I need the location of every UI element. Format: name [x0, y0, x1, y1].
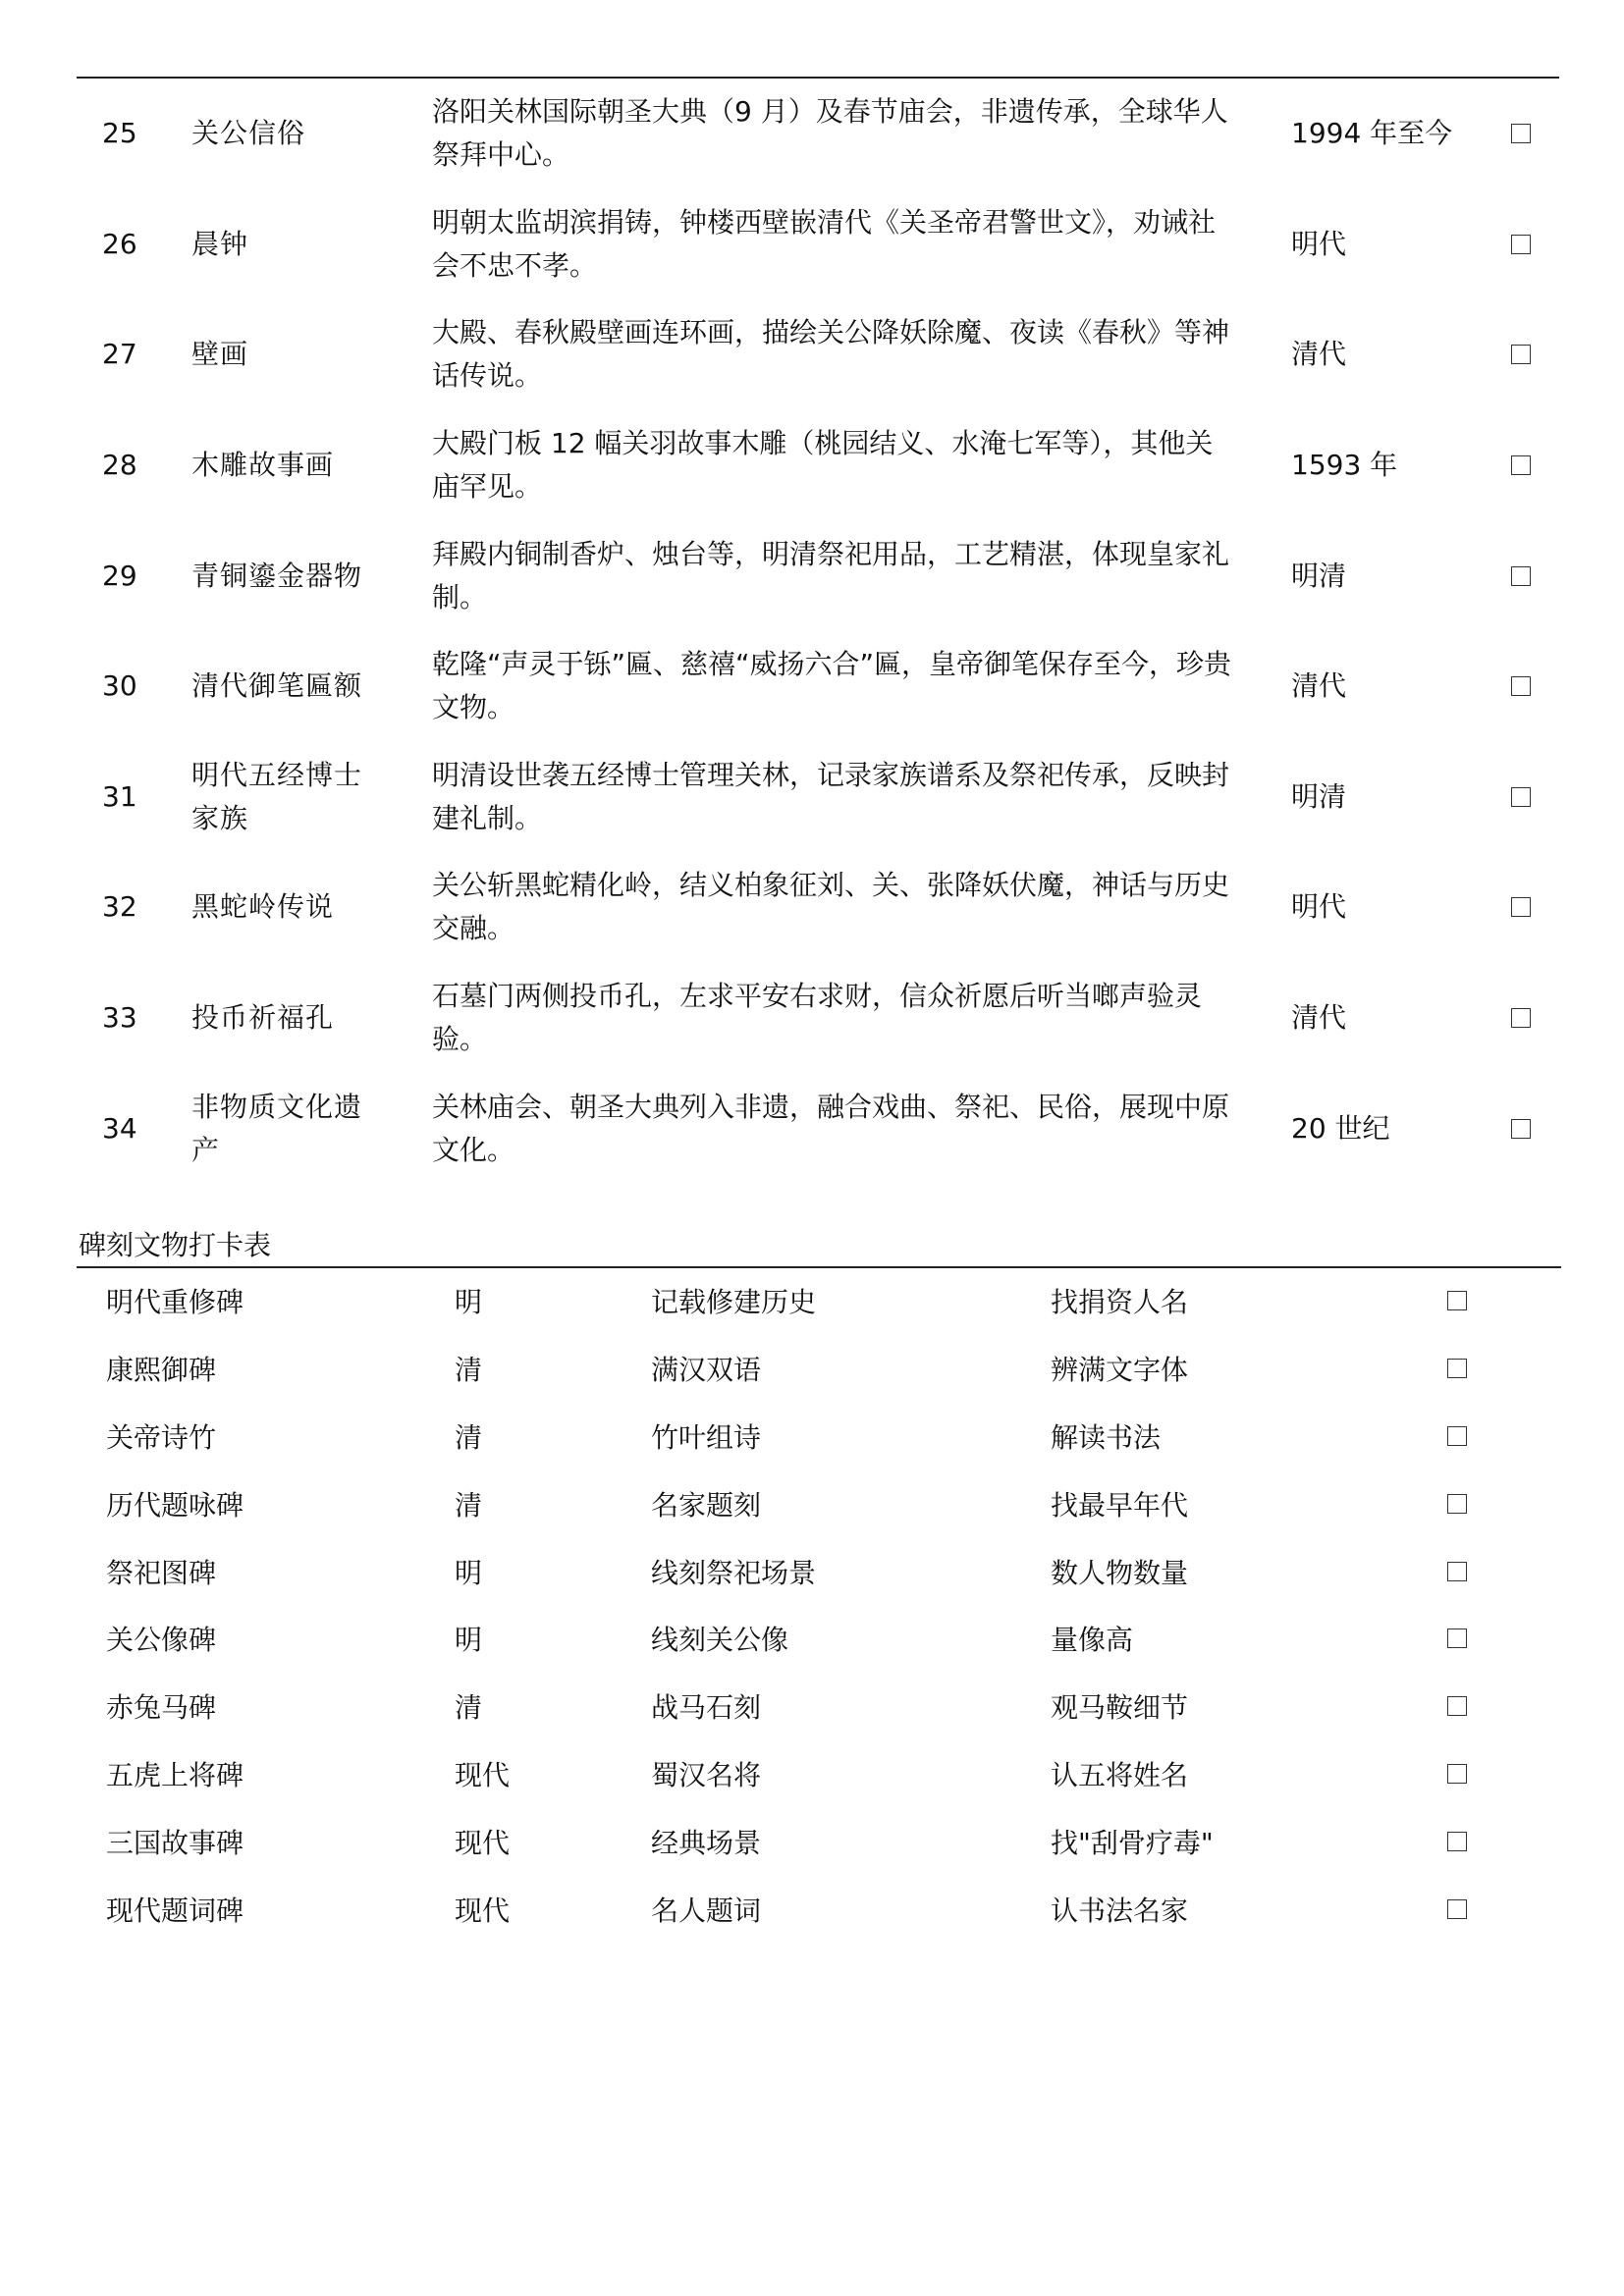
stele-era: [455, 1740, 631, 1808]
checkbox[interactable]: [1511, 566, 1531, 586]
item-description-text: 大殿门板 12 幅关羽故事木雕（桃园结义、水淹七军等），其他关庙罕见。: [432, 427, 1214, 504]
item-name-text: 壁画: [191, 338, 249, 371]
table-row: [77, 1537, 1561, 1605]
stele-activity: [1051, 1807, 1424, 1875]
table-row: [77, 520, 1559, 631]
item-number-text: 30: [102, 669, 137, 703]
stele-feature: [651, 1403, 1024, 1470]
stele-feature: [651, 1335, 1024, 1403]
item-name-text: 木雕故事画: [191, 449, 335, 482]
table-row: [77, 1073, 1559, 1184]
stele-activity: [1051, 1673, 1424, 1740]
stele-era: [455, 1469, 631, 1537]
stele-activity: [1051, 1875, 1424, 1943]
checkbox-cell[interactable]: [1437, 1605, 1477, 1673]
item-number-text: 25: [102, 117, 137, 150]
item-name-text: 关公信俗: [191, 117, 306, 150]
item-era: [1291, 189, 1478, 300]
item-name-text: 晨钟: [191, 227, 249, 260]
item-description: [432, 410, 1237, 521]
item-name: [191, 410, 388, 521]
stele-name-text: 赤兔马碑: [106, 1691, 217, 1725]
stele-name: [106, 1335, 420, 1403]
checkbox[interactable]: [1447, 1426, 1467, 1446]
item-name: [191, 631, 388, 742]
checkbox-cell[interactable]: [1437, 1403, 1477, 1470]
item-name-text: 非物质文化遗产: [191, 1090, 363, 1166]
item-number: [102, 79, 171, 189]
stele-name-text: 三国故事碑: [106, 1826, 244, 1859]
stele-era: [455, 1267, 631, 1335]
table-row: [77, 299, 1559, 410]
item-era-text: 清代: [1291, 669, 1347, 703]
item-era: [1291, 410, 1478, 521]
checkbox-cell[interactable]: [1501, 1073, 1541, 1184]
item-name-text: 明代五经博士家族: [191, 758, 363, 834]
checkbox-cell[interactable]: [1437, 1673, 1477, 1740]
table-row: [77, 963, 1559, 1074]
checkbox-cell[interactable]: [1437, 1335, 1477, 1403]
table-row: [77, 1605, 1561, 1673]
stele-feature: [651, 1267, 1024, 1335]
table-row: [77, 1807, 1561, 1875]
stele-era-text: 现代: [455, 1758, 511, 1791]
item-number: [102, 1073, 171, 1184]
stele-feature: [651, 1875, 1024, 1943]
stele-feature: [651, 1537, 1024, 1605]
stele-feature-text: 记载修建历史: [651, 1286, 817, 1319]
item-description-text: 明清设世袭五经博士管理关林，记录家族谱系及祭祀传承，反映封建礼制。: [432, 758, 1230, 834]
item-description-text: 关林庙会、朝圣大典列入非遗，融合戏曲、祭祀、民俗，展现中原文化。: [432, 1090, 1230, 1166]
table-row: [77, 79, 1559, 189]
stele-activity: [1051, 1605, 1424, 1673]
stele-name-text: 关公像碑: [106, 1624, 217, 1657]
stele-era: [455, 1673, 631, 1740]
stele-activity-text: 量像高: [1051, 1624, 1134, 1657]
table-row: [77, 1403, 1561, 1470]
item-era-text: 清代: [1291, 1001, 1347, 1035]
stele-era-text: 明: [455, 1286, 483, 1319]
item-era-text: 明代: [1291, 227, 1347, 260]
table-row: [77, 1875, 1561, 1943]
checkbox-cell[interactable]: [1501, 742, 1541, 853]
stele-name-text: 现代题词碑: [106, 1894, 244, 1927]
checkbox-cell[interactable]: [1437, 1267, 1477, 1335]
checkbox[interactable]: [1511, 1119, 1531, 1139]
checkbox-cell[interactable]: [1437, 1537, 1477, 1605]
checkbox[interactable]: [1511, 897, 1531, 917]
stele-name-text: 祭祀图碑: [106, 1556, 217, 1589]
checkbox[interactable]: [1511, 676, 1531, 696]
item-name: [191, 189, 388, 300]
stele-activity: [1051, 1403, 1424, 1470]
table-row: [77, 410, 1559, 521]
stele-activity-text: 数人物数量: [1051, 1556, 1189, 1589]
stele-activity: [1051, 1469, 1424, 1537]
item-era: [1291, 742, 1478, 853]
checkbox-cell[interactable]: [1501, 852, 1541, 963]
item-number-text: 26: [102, 227, 137, 260]
stele-activity-text: 认书法名家: [1051, 1894, 1189, 1927]
stele-era: [455, 1537, 631, 1605]
stele-name: [106, 1537, 420, 1605]
item-era: [1291, 852, 1478, 963]
checkbox-cell[interactable]: [1501, 963, 1541, 1074]
item-era-text: 1994 年至今: [1291, 117, 1453, 150]
item-description-text: 大殿、春秋殿壁画连环画，描绘关公降妖除魔、夜读《春秋》等神话传说。: [432, 316, 1230, 393]
table-row: [77, 1740, 1561, 1808]
item-era: [1291, 520, 1478, 631]
table-row: [77, 742, 1559, 853]
table-row: [77, 1267, 1561, 1335]
item-number: [102, 963, 171, 1074]
item-era-text: 明清: [1291, 779, 1347, 813]
stele-name: [106, 1267, 420, 1335]
item-number: [102, 299, 171, 410]
item-description-text: 石墓门两侧投币孔，左求平安右求财，信众祈愿后听当啷声验灵验。: [432, 980, 1203, 1056]
item-description-text: 明朝太监胡滨捐铸，钟楼西壁嵌清代《关圣帝君警世文》，劝诫社会不忠不孝。: [432, 205, 1217, 282]
stele-name-text: 历代题咏碑: [106, 1488, 244, 1522]
stele-activity: [1051, 1335, 1424, 1403]
stele-era: [455, 1807, 631, 1875]
checkbox[interactable]: [1447, 1899, 1467, 1919]
stele-name-text: 明代重修碑: [106, 1286, 244, 1319]
checkbox[interactable]: [1511, 455, 1531, 475]
stele-activity: [1051, 1537, 1424, 1605]
checkbox-cell[interactable]: [1501, 410, 1541, 521]
checkbox[interactable]: [1447, 1562, 1467, 1581]
item-era: [1291, 631, 1478, 742]
item-name-text: 清代御笔匾额: [191, 669, 363, 703]
item-number: [102, 852, 171, 963]
item-number: [102, 631, 171, 742]
item-number: [102, 410, 171, 521]
item-number-text: 34: [102, 1111, 137, 1145]
checkbox[interactable]: [1447, 1696, 1467, 1716]
checkbox-cell[interactable]: [1501, 189, 1541, 300]
item-number-text: 32: [102, 890, 137, 924]
stele-activity: [1051, 1740, 1424, 1808]
stele-feature: [651, 1673, 1024, 1740]
checkbox-cell[interactable]: [1501, 631, 1541, 742]
stele-feature: [651, 1740, 1024, 1808]
stele-activity-text: 观马鞍细节: [1051, 1691, 1189, 1725]
relics-table: [77, 79, 1559, 1184]
table-row: [77, 1335, 1561, 1403]
item-description: [432, 742, 1237, 853]
stele-feature-text: 线刻关公像: [651, 1624, 789, 1657]
stele-era-text: 明: [455, 1556, 483, 1589]
table-row: [77, 1469, 1561, 1537]
item-name: [191, 742, 388, 853]
checkbox[interactable]: [1511, 1008, 1531, 1028]
checkbox-cell[interactable]: [1437, 1469, 1477, 1537]
stele-feature-text: 名人题词: [651, 1894, 762, 1927]
checkbox[interactable]: [1511, 345, 1531, 364]
checkbox-cell[interactable]: [1501, 520, 1541, 631]
item-era-text: 明代: [1291, 890, 1347, 924]
item-era-text: 清代: [1291, 338, 1347, 371]
stele-name: [106, 1605, 420, 1673]
stele-activity-text: 解读书法: [1051, 1420, 1162, 1454]
table-row: [77, 631, 1559, 742]
stele-activity-text: 辨满文字体: [1051, 1354, 1189, 1387]
item-description-text: 乾隆“声灵于铄”匾、慈禧“威扬六合”匾，皇帝御笔保存至今，珍贵文物。: [432, 648, 1232, 724]
item-number: [102, 520, 171, 631]
checkbox-cell[interactable]: [1501, 299, 1541, 410]
stele-name: [106, 1740, 420, 1808]
stele-feature-text: 满汉双语: [651, 1354, 762, 1387]
checkbox[interactable]: [1511, 235, 1531, 254]
item-description-text: 洛阳关林国际朝圣大典（9 月）及春节庙会，非遗传承，全球华人祭拜中心。: [432, 95, 1228, 172]
stele-era-text: 现代: [455, 1894, 511, 1927]
stele-era: [455, 1335, 631, 1403]
stele-name-text: 康熙御碑: [106, 1354, 217, 1387]
item-era: [1291, 79, 1478, 189]
item-era-text: 20 世纪: [1291, 1111, 1390, 1145]
item-description: [432, 631, 1237, 742]
stele-name: [106, 1875, 420, 1943]
table-row: [77, 852, 1559, 963]
item-number-text: 27: [102, 338, 137, 371]
checkbox-cell[interactable]: [1501, 79, 1541, 189]
item-number: [102, 742, 171, 853]
stele-checkin-table: [77, 1267, 1561, 1943]
checkbox-cell[interactable]: [1437, 1740, 1477, 1808]
section-title: 碑刻文物打卡表: [79, 1229, 272, 1261]
stele-activity: [1051, 1267, 1424, 1335]
stele-feature-text: 线刻祭祀场景: [651, 1556, 817, 1589]
stele-era-text: 清: [455, 1691, 483, 1725]
item-number-text: 31: [102, 779, 137, 813]
stele-name: [106, 1469, 420, 1537]
stele-feature: [651, 1605, 1024, 1673]
stele-era-text: 清: [455, 1420, 483, 1454]
item-name: [191, 79, 388, 189]
checkbox[interactable]: [1447, 1359, 1467, 1378]
stele-feature-text: 竹叶组诗: [651, 1420, 762, 1454]
stele-activity-text: 找捐资人名: [1051, 1286, 1189, 1319]
stele-era-text: 清: [455, 1354, 483, 1387]
checkbox-cell[interactable]: [1437, 1875, 1477, 1943]
item-description: [432, 963, 1237, 1074]
item-name: [191, 520, 388, 631]
item-era: [1291, 1073, 1478, 1184]
item-description: [432, 189, 1237, 300]
stele-activity-text: 找"刮骨疗毒": [1051, 1826, 1214, 1859]
checkbox[interactable]: [1447, 1291, 1467, 1310]
item-name-text: 黑蛇岭传说: [191, 890, 335, 924]
item-era-text: 1593 年: [1291, 449, 1398, 482]
item-era: [1291, 299, 1478, 410]
stele-feature-text: 战马石刻: [651, 1691, 762, 1725]
item-name: [191, 852, 388, 963]
item-name: [191, 1073, 388, 1184]
stele-name: [106, 1403, 420, 1470]
stele-feature: [651, 1807, 1024, 1875]
item-number: [102, 189, 171, 300]
item-era: [1291, 963, 1478, 1074]
stele-era-text: 现代: [455, 1826, 511, 1859]
checkbox-cell[interactable]: [1437, 1807, 1477, 1875]
item-description: [432, 299, 1237, 410]
item-description-text: 拜殿内铜制香炉、烛台等，明清祭祀用品，工艺精湛，体现皇家礼制。: [432, 537, 1230, 614]
stele-name-text: 五虎上将碑: [106, 1758, 244, 1791]
checkbox[interactable]: [1511, 787, 1531, 807]
table-row: [77, 189, 1559, 300]
item-description: [432, 852, 1237, 963]
stele-activity-text: 找最早年代: [1051, 1488, 1189, 1522]
stele-era: [455, 1403, 631, 1470]
item-name: [191, 299, 388, 410]
item-description: [432, 1073, 1237, 1184]
stele-name: [106, 1673, 420, 1740]
item-name-text: 青铜鎏金器物: [191, 559, 363, 592]
item-name-text: 投币祈福孔: [191, 1001, 335, 1035]
item-era-text: 明清: [1291, 559, 1347, 592]
item-number-text: 33: [102, 1001, 137, 1035]
table-row: [77, 1673, 1561, 1740]
item-description: [432, 520, 1237, 631]
stele-era-text: 清: [455, 1488, 483, 1522]
checkbox[interactable]: [1511, 124, 1531, 143]
item-name: [191, 963, 388, 1074]
stele-activity-text: 认五将姓名: [1051, 1758, 1189, 1791]
item-number-text: 28: [102, 449, 137, 482]
item-description-text: 关公斩黑蛇精化岭，结义柏象征刘、关、张降妖伏魔，神话与历史交融。: [432, 869, 1230, 945]
stele-feature-text: 蜀汉名将: [651, 1758, 762, 1791]
checkbox[interactable]: [1447, 1832, 1467, 1851]
item-description: [432, 79, 1237, 189]
stele-era: [455, 1605, 631, 1673]
stele-name: [106, 1807, 420, 1875]
checkbox[interactable]: [1447, 1764, 1467, 1784]
checkbox[interactable]: [1447, 1494, 1467, 1514]
stele-era: [455, 1875, 631, 1943]
stele-feature-text: 经典场景: [651, 1826, 762, 1859]
stele-feature-text: 名家题刻: [651, 1488, 762, 1522]
stele-feature: [651, 1469, 1024, 1537]
checkbox[interactable]: [1447, 1629, 1467, 1648]
item-number-text: 29: [102, 559, 137, 592]
stele-era-text: 明: [455, 1624, 483, 1657]
stele-name-text: 关帝诗竹: [106, 1420, 217, 1454]
